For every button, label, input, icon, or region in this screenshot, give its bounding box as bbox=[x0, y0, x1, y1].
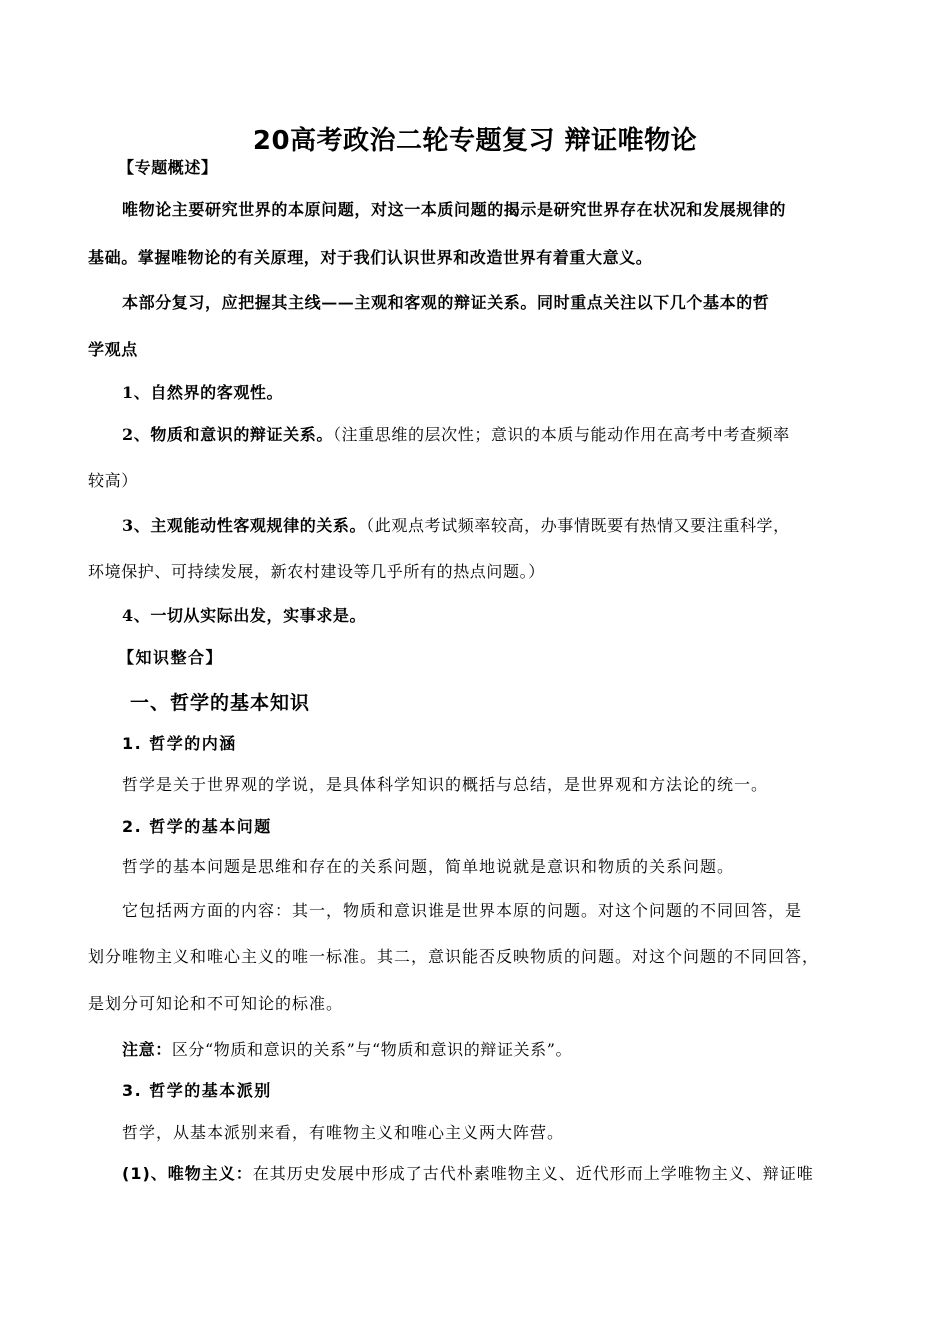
subsection-2-body-2-line-1: 它包括两方面的内容：其一，物质和意识谁是世界本原的问题。对这个问题的不同回答，是 bbox=[122, 901, 803, 920]
knowledge-heading: 【知识整合】 bbox=[118, 648, 224, 667]
subsection-3-item-1-text: 在其历史发展中形成了古代朴素唯物主义、近代形而上学唯物主义、辩证唯 bbox=[252, 1164, 814, 1183]
subsection-1-body: 哲学是关于世界观的学说，是具体科学知识的概括与总结，是世界观和方法论的统一。 bbox=[122, 775, 769, 794]
subsection-1-title: 1. 哲学的内涵 bbox=[122, 734, 237, 753]
section-1-heading: 一、哲学的基本知识 bbox=[130, 692, 311, 714]
overview-point-2-note-line-2: 较高） bbox=[88, 471, 138, 490]
subsection-2-body-2-line-3: 是划分可知论和不可知论的标准。 bbox=[88, 994, 344, 1013]
document-title: 20高考政治二轮专题复习 辩证唯物论 bbox=[252, 126, 698, 156]
overview-paragraph-2-line-2: 学观点 bbox=[88, 340, 138, 359]
overview-point-3-note: （此观点考试频率较高，办事情既要有热情又要注重科学， bbox=[366, 516, 790, 535]
subsection-2-title: 2. 哲学的基本问题 bbox=[122, 817, 272, 836]
overview-paragraph-2-line-1: 本部分复习，应把握其主线——主观和客观的辩证关系。同时重点关注以下几个基本的哲 bbox=[122, 293, 770, 312]
overview-point-3-note-line-2: 环境保护、可持续发展，新农村建设等几乎所有的热点问题。） bbox=[88, 562, 545, 581]
overview-point-2-note: （注重思维的层次性；意识的本质与能动作用在高考中考查频率 bbox=[332, 425, 790, 444]
overview-point-2 bbox=[122, 425, 790, 445]
note-line bbox=[122, 1040, 572, 1060]
subsection-3-body: 哲学，从基本派别来看，有唯物主义和唯心主义两大阵营。 bbox=[122, 1123, 565, 1142]
note-text: 区分“物质和意识的关系”与“物质和意识的辩证关系”。 bbox=[171, 1040, 573, 1059]
subsection-3-item-1 bbox=[122, 1164, 814, 1184]
subsection-2-body-2-line-2: 划分唯物主义和唯心主义的唯一标准。其二，意识能否反映物质的问题。对这个问题的不同回答， bbox=[88, 947, 820, 966]
overview-paragraph-1-line-1: 唯物论主要研究世界的本原问题，对这一本质问题的揭示是研究世界存在状况和发展规律的 bbox=[122, 200, 787, 219]
overview-point-1: 1、自然界的客观性。 bbox=[122, 383, 284, 402]
note-label: 注意： bbox=[122, 1040, 172, 1059]
overview-paragraph-1-line-2: 基础。掌握唯物论的有关原理，对于我们认识世界和改造世界有着重大意义。 bbox=[88, 248, 653, 267]
overview-heading: 【专题概述】 bbox=[118, 158, 218, 177]
subsection-2-body-1: 哲学的基本问题是思维和存在的关系问题，简单地说就是意识和物质的关系问题。 bbox=[122, 857, 735, 876]
subsection-3-item-1-label: (1)、唯物主义： bbox=[122, 1164, 253, 1183]
overview-point-3 bbox=[122, 516, 790, 536]
subsection-3-title: 3. 哲学的基本派别 bbox=[122, 1081, 272, 1100]
overview-point-3-title: 3、主观能动性客观规律的关系。 bbox=[122, 516, 367, 535]
overview-point-4: 4、一切从实际出发，实事求是。 bbox=[122, 606, 367, 625]
overview-point-2-title: 2、物质和意识的辩证关系。 bbox=[122, 425, 333, 444]
